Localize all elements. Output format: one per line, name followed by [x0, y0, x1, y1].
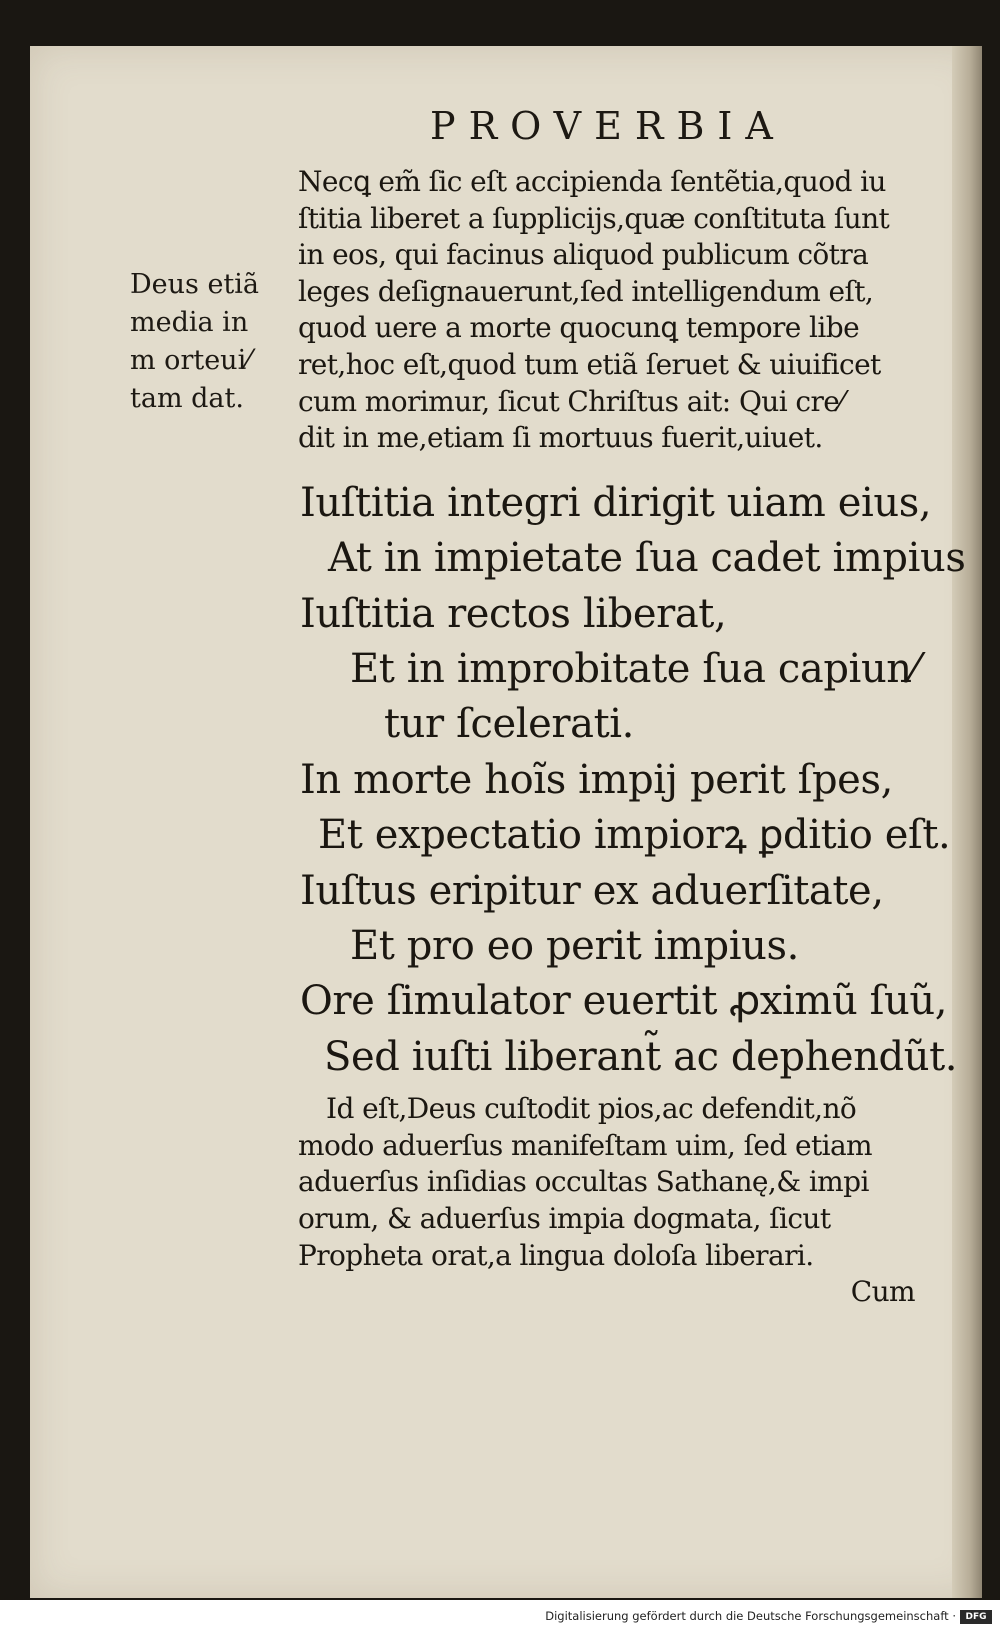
- verse-line: Et pro eo perit impius.: [350, 923, 799, 969]
- dfg-logo-icon: DFG: [960, 1610, 992, 1624]
- verse-line: Sed iuſti liberant̃ ac dephendũt.: [324, 1033, 958, 1080]
- commentary-line: dit in me,etiam ſi mortuus fuerit,uiuet.: [298, 421, 823, 455]
- main-text-block: [298, 164, 973, 1311]
- margin-note-line: media in: [130, 307, 249, 338]
- commentary-line: Propheta orat,a lingua doloſa liberari.: [298, 1238, 814, 1272]
- commentary-line: Id eſt,Deus cuſtodit pios,ac defendit,nõ: [326, 1092, 857, 1126]
- margin-note-line: Deus etiã: [130, 269, 260, 300]
- margin-note: [130, 266, 290, 418]
- commentary-line: in eos, qui facinus aliquod publicum cõtra: [298, 238, 869, 272]
- commentary-line: cum morimur, ſicut Chriſtus ait: Qui cre⁄: [298, 384, 844, 418]
- catchword: Cum: [850, 1275, 915, 1309]
- verse-line: Et expectatio impiorꝝ ꝑditio eſt.: [318, 812, 951, 859]
- commentary-line: leges deſignauerunt,ſed intelligendum eſt,: [298, 274, 874, 308]
- margin-note-line: m orteui⁄: [130, 345, 251, 376]
- margin-note-line: tam dat.: [130, 383, 244, 414]
- commentary-line: modo aduerſus manifeſtam uim, ſed etiam: [298, 1128, 873, 1162]
- commentary-line: ret,hoc eſt,quod tum etiã ſeruet & uiuificet: [298, 347, 881, 381]
- commentary-line: Necꝗ em̃ ſic eſt accipienda ſentẽtia,quod iu: [298, 165, 886, 198]
- commentary-block-2: [298, 1091, 973, 1311]
- footer-strip: [0, 1600, 1000, 1632]
- verse-line: Et in improbitate ſua capiun⁄: [350, 645, 918, 692]
- verse-line: At in impietate ſua cadet impius: [328, 535, 966, 582]
- commentary-line: aduerſus inſidias occultas Sathanę,& impi: [298, 1165, 869, 1199]
- verse-line: Iuſtus eripitur ex aduerſitate,: [300, 867, 884, 914]
- commentary-block-1: [298, 164, 973, 457]
- running-head: PROVERBIA: [430, 104, 786, 148]
- commentary-line: orum, & aduerſus impia dogmata, ſicut: [298, 1202, 831, 1235]
- book-page: [30, 46, 982, 1598]
- verse-line: Iuſtitia rectos liberat,: [300, 590, 727, 637]
- verse-line: In morte hoĩs impij perit ſpes,: [300, 756, 893, 803]
- verse-block: [298, 476, 973, 1085]
- verse-line: Ore ſimulator euertit ꝓximũ ſuũ,: [300, 978, 948, 1025]
- verse-line: Iuſtitia integri dirigit uiam eius,: [300, 479, 932, 526]
- verse-line: tur ſcelerati.: [384, 701, 634, 748]
- funding-credit: Digitalisierung gefördert durch die Deutsche Forschungsgemeinschaft ·: [545, 1609, 956, 1623]
- commentary-line: quod uere a morte quocunꝗ tempore libe: [298, 311, 860, 345]
- commentary-line: ſtitia liberet a ſupplicijs,quæ conſtituta ſunt: [298, 201, 890, 235]
